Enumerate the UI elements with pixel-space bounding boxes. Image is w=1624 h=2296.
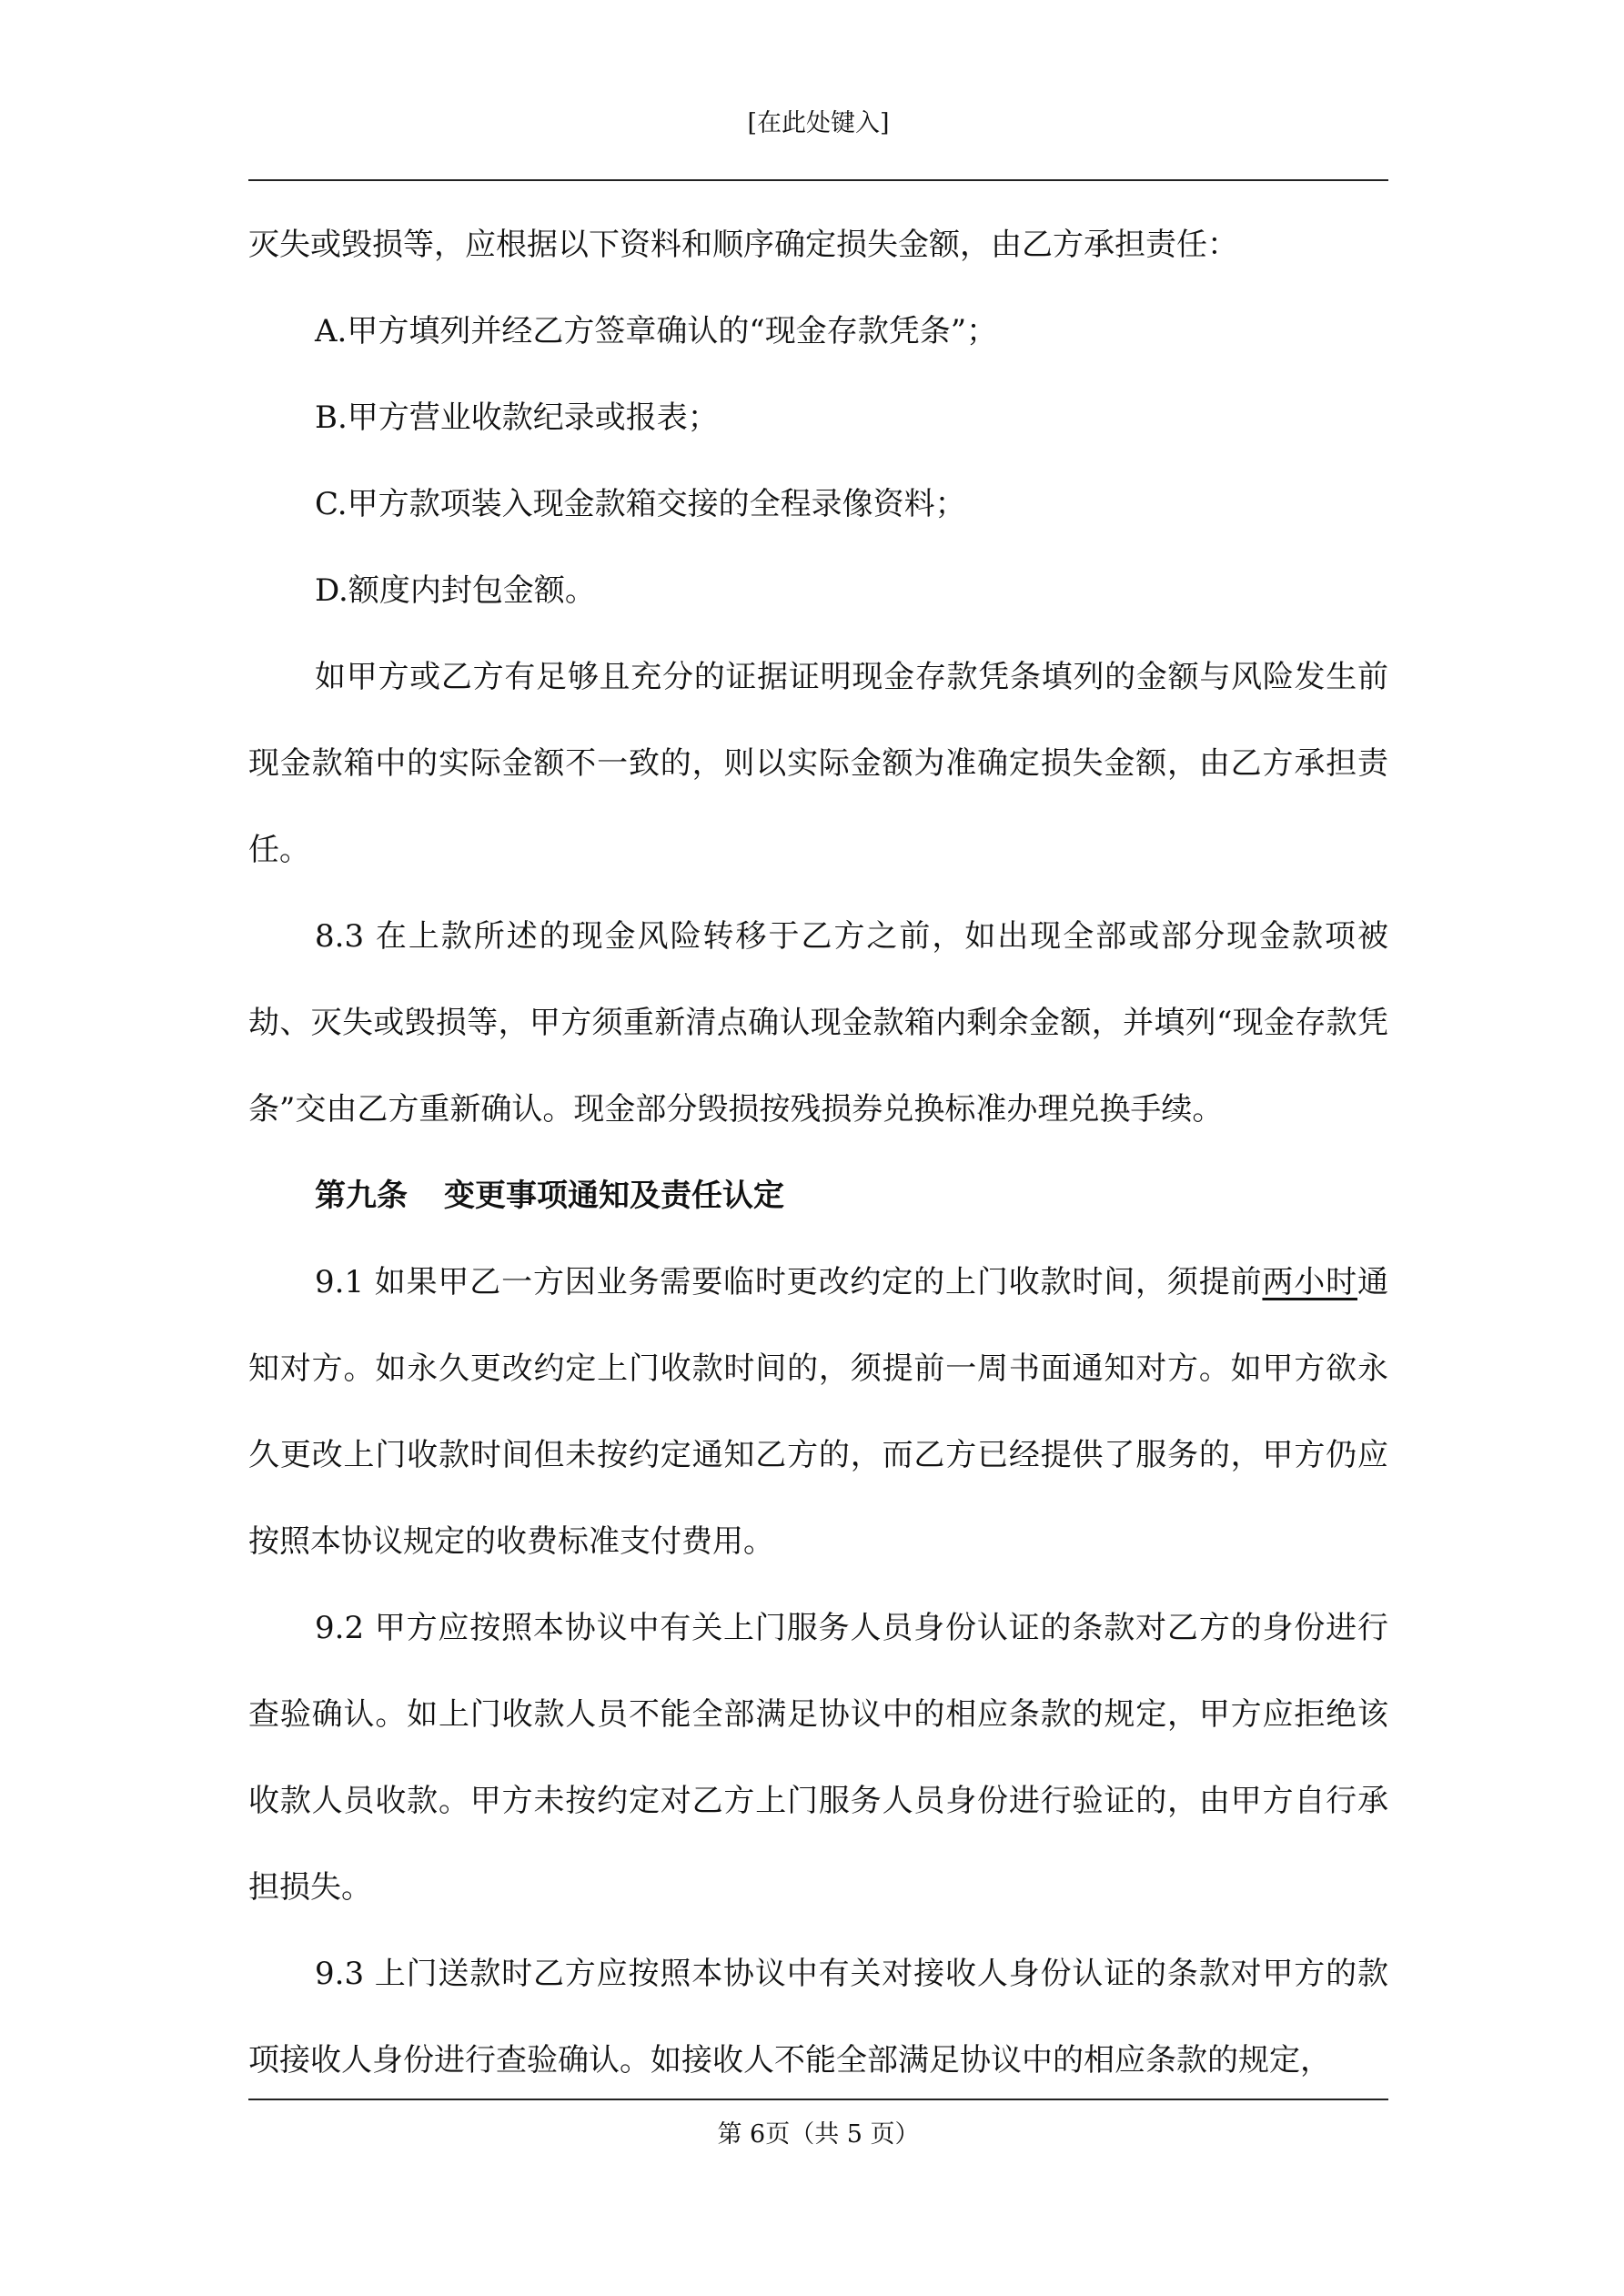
- clause-9-2: 9.2 甲方应按照本协议中有关上门服务人员身份认证的条款对乙方的身份进行查验确认。如上门收款人员不能全部满足协议中的相应条款的规定，甲方应拒绝该收款人员收款。甲方未按约定对乙方上门服务人员身份进行验证的，由甲方自行承担损失。: [248, 1610, 1388, 1906]
- clause-9-1-part1: 9.1 如果甲乙一方因业务需要临时更改约定的上门收款时间，须提前: [315, 1264, 1263, 1300]
- article-number: 第九条: [315, 1178, 408, 1214]
- header-rule: [248, 179, 1388, 181]
- page-footer: 第 6页（共 5 页）: [717, 2120, 920, 2149]
- paragraph-evidence: 如甲方或乙方有足够且充分的证据证明现金存款凭条填列的金额与风险发生前现金款箱中的实际金额不一致的，则以实际金额为准确定损失金额，由乙方承担责任。: [248, 659, 1388, 868]
- list-item-d: D.额度内封包金额。: [315, 572, 596, 609]
- article-title: 变更事项通知及责任认定: [444, 1178, 784, 1214]
- list-item-b: B.甲方营业收款纪录或报表；: [315, 400, 719, 436]
- clause-9-1: [248, 1239, 1388, 1585]
- page-header: [在此处键入]: [747, 109, 890, 137]
- article-9-heading: [248, 1153, 1388, 1239]
- clause-8-3: 8.3 在上款所述的现金风险转移于乙方之前，如出现全部或部分现金款项被劫、灭失或毁损等，甲方须重新清点确认现金款箱内剩余金额，并填列“现金存款凭条”交由乙方重新确认。现金部分毁损按残损券兑换标准办理兑换手续。: [248, 918, 1388, 1128]
- clause-9-1-part2: 通知对方。如永久更改约定上门收款时间的，须提前一周书面通知对方。如甲方欲永久更改上门收款时间但未按约定通知乙方的，而乙方已经提供了服务的，甲方仍应按照本协议规定的收费标准支付费用。: [248, 1264, 1388, 1560]
- clause-9-3: 9.3 上门送款时乙方应按照本协议中有关对接收人身份认证的条款对甲方的款项接收人身份进行查验确认。如接收人不能全部满足协议中的相应条款的规定，: [248, 1956, 1388, 2079]
- list-item-a: A.甲方填列并经乙方签章确认的“现金存款凭条”；: [315, 313, 998, 349]
- paragraph-loss-intro: 灭失或毁损等，应根据以下资料和顺序确定损失金额，由乙方承担责任：: [248, 227, 1238, 263]
- underlined-term: 两小时: [1262, 1264, 1357, 1300]
- document-body: [248, 202, 1388, 2104]
- footer-rule: [248, 2099, 1388, 2100]
- list-item-c: C.甲方款项装入现金款箱交接的全程录像资料；: [315, 486, 966, 522]
